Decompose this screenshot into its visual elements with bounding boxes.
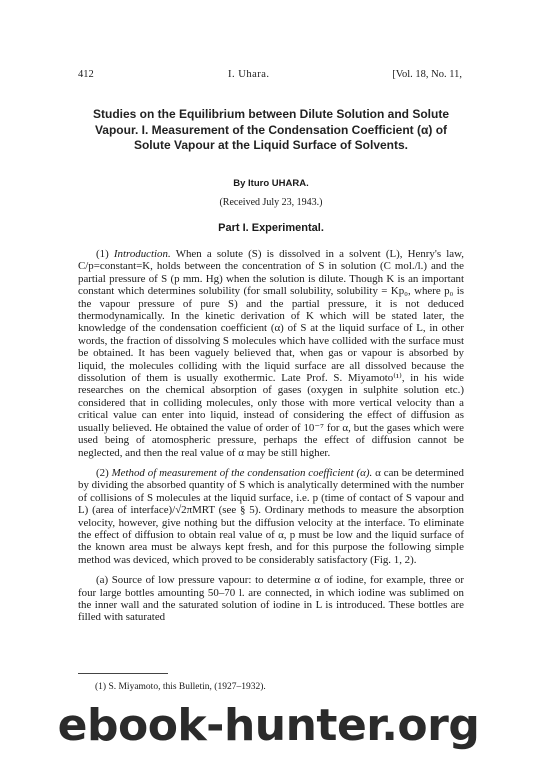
footnote-rule: [78, 673, 168, 674]
received-date: (Received July 23, 1943.): [219, 197, 323, 208]
paragraph-text: Source of low pressure vapour: to determine α of iodine, for example, three or four large bottles amounting 50–70 l. are connected, in which iodine was sublimed on the inner wall and the saturated solution of iodine in L is introduced. These bottles are filled with saturated: [78, 574, 464, 624]
paragraph-text: When a solute (S) is dissolved in a solvent (L), Henry's law, C/p=constant=K, holds between the concentration of S in solution (C mol./l.) and the partial pressure of S (p mm. Hg) when the solution is dilute. Though K is an important constant which determines solubility (for small solubility, solubility = Kp₀, where p₀ is the vapour pressure of pure S) and the partial pressure, it is not deduced thermodynamically. In the kinetic derivation of K which will be stated later, the knowledge of the condensation coefficient (α) of S at the liquid surface of L, in other words, the fraction of dissolving S molecules which have collided with the surface must be obtained. It has been vaguely believed that, when gas or vapour is absorbed by liquid, the molecules colliding with the liquid surface are all dissolved because the dissolution of them is usually exothermic. Late Prof. S. Miyamoto⁽¹⁾, in his wide researches on the chemical absorption of gases (oxygen in sulphite solution etc.) considered that in colliding molecules, only those with more vertical velocity than a critical value can enter into liquid, instead of considering the effect of diffusion as usually believed. He obtained the value of order of 10⁻⁷ for α, but the gases which were used being of atomospheric pressure, perhaps the effect of diffusion cannot be neglected, and then the real value of α may be still higher.: [78, 248, 464, 459]
paragraph-number: (1): [96, 248, 109, 260]
paragraph-source: [78, 574, 464, 624]
running-head-volume: [Vol. 18, No. 11,: [392, 69, 462, 80]
author-byline: By Ituro UHARA.: [233, 178, 309, 189]
paragraph-method: [78, 467, 464, 566]
paragraph-number: (2): [96, 466, 109, 479]
footnote: (1) S. Miyamoto, this Bulletin, (1927–1932).: [95, 682, 266, 692]
article-title: Studies on the Equilibrium between Dilute Solution and Solute Vapour. I. Measurement of the Condensation Coefficient (α) of Solute Vapour at the Liquid Surface of Solvents.: [92, 107, 449, 152]
section-heading-introduction: Introduction.: [113, 248, 171, 260]
body-text: [78, 248, 464, 632]
paragraph-introduction: [78, 248, 464, 459]
paragraph-text: α can be determined by dividing the absorbed quantity of S which is analytically determined with the number of collisions of S molecules at the liquid surface, i.e. p (time of contact of S vapour and L) (area of interface)/√2πMRT (see § 5). Ordinary methods to measure the absorption velocity, however, give nothing but the diffusion velocity at the interface. To eliminate the effect of diffusion to obtain real value of α, p must be low and the liquid surface of the known area must be always kept fresh, and for this purpose the following simple method was deviced, which proved to be considerably satisfactory (Fig. 1, 2).: [78, 466, 464, 566]
running-head-author: I. Uhara.: [228, 69, 270, 80]
paragraph-number: (a): [96, 574, 109, 587]
watermark-logo: ebook-hunter.org: [57, 700, 480, 751]
running-head: [78, 69, 462, 83]
part-heading: Part I. Experimental.: [218, 222, 324, 234]
section-heading-method: Method of measurement of the condensation coefficient (α).: [111, 466, 373, 479]
page-number: 412: [78, 69, 94, 80]
